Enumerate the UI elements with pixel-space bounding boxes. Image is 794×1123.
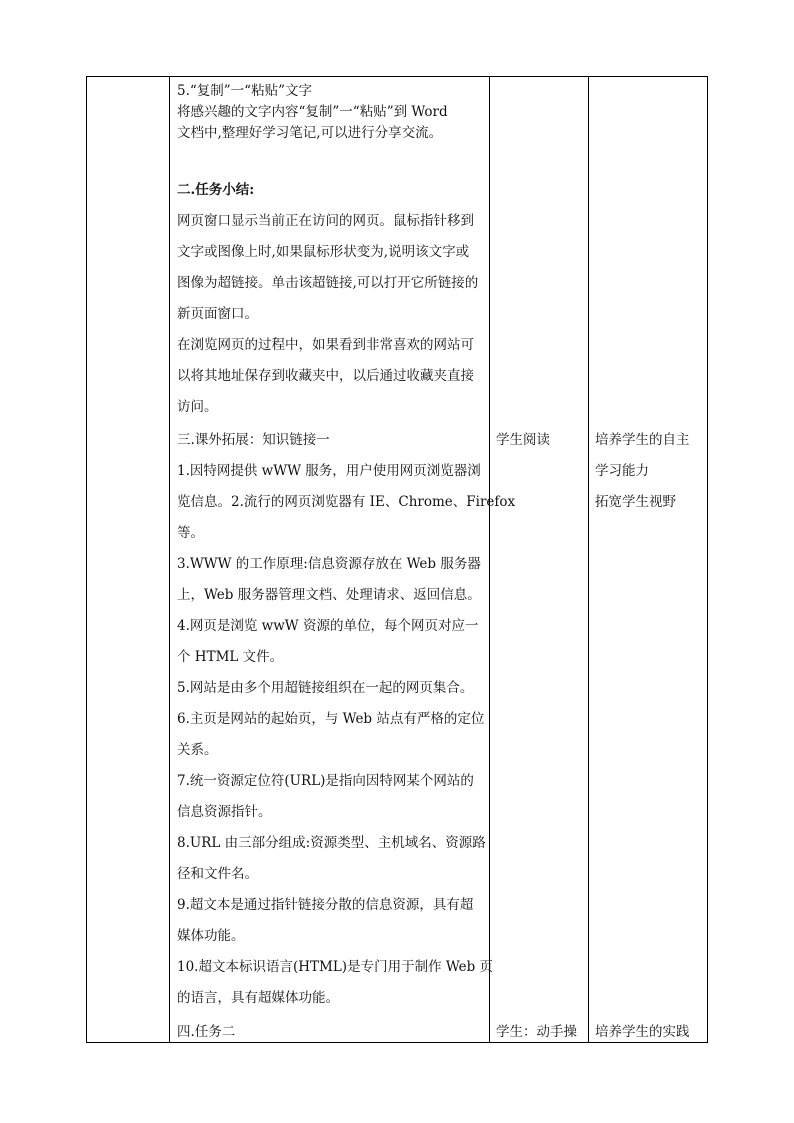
summary-line: 网页窗口显示当前正在访问的网页。鼠标指针移到 (177, 213, 474, 229)
extension-line: 媒体功能。 (177, 928, 245, 944)
extension-line: 1.因特网提供 wWW 服务，用户使用网页浏览器浏 (177, 463, 481, 479)
summary-line: 以将其地址保存到收藏夹中，以后通过收藏夹直接 (177, 368, 474, 384)
extension-line: 等。 (177, 525, 204, 541)
summary-line: 文字或图像上时,如果鼠标形状变为,说明该文字或 (177, 244, 470, 260)
extension-line: 关系。 (177, 742, 218, 758)
top-block-line: 将感兴趣的文字内容“复制”一“粘贴”到 Word (177, 104, 448, 120)
goal-text: 学习能力 (595, 463, 649, 479)
goal-text: 拓宽学生视野 (595, 494, 676, 510)
extension-line: 览信息。2.流行的网页浏览器有 IE、Chrome、Firefox (177, 494, 516, 510)
top-block-line: 5.“复制”一“粘贴”文字 (177, 83, 312, 99)
activity-cell (490, 77, 588, 1042)
extension-line: 4.网页是浏览 wwW 资源的单位，每个网页对应一 (177, 618, 479, 634)
extension-line: 9.超文本是通过指针链接分散的信息资源，具有超 (177, 897, 474, 913)
extension-line: 10.超文本标识语言(HTML)是专门用于制作 Web 页 (177, 959, 494, 975)
summary-heading: 二.任务小结: (177, 182, 255, 198)
summary-line: 访问。 (177, 399, 218, 415)
extension-line: 信息资源指针。 (177, 804, 272, 820)
activity-text: 学生：动手操 (496, 1024, 577, 1040)
lesson-table (86, 76, 708, 1043)
goal-text: 培养学生的实践 (595, 1024, 690, 1040)
goal-cell (589, 77, 707, 1042)
top-block-line: 文档中,整理好学习笔记,可以进行分享交流。 (177, 125, 443, 141)
summary-line: 在浏览网页的过程中，如果看到非常喜欢的网站可 (177, 337, 474, 353)
extension-line: 5.网站是由多个用超链接组织在一起的网页集合。 (177, 680, 474, 696)
goal-text: 培养学生的自主 (595, 432, 690, 448)
extension-line: 个 HTML 文件。 (177, 649, 284, 665)
extension-heading: 三.课外拓展：知识链接一 (177, 432, 330, 448)
extension-line: 径和文件名。 (177, 866, 258, 882)
column-divider (169, 77, 170, 1042)
extension-line: 3.WWW 的工作原理:信息资源存放在 Web 服务器 (177, 556, 481, 572)
summary-line: 新页面窗口。 (177, 306, 258, 322)
extension-line: 上，Web 服务器管理文档、处理请求、返回信息。 (177, 587, 481, 603)
extension-line: 6.主页是网站的起始页，与 Web 站点有严格的定位 (177, 711, 485, 727)
summary-line: 图像为超链接。单击该超链接,可以打开它所链接的 (177, 275, 479, 291)
activity-text: 学生阅读 (496, 432, 550, 448)
extension-line: 的语言，具有超媒体功能。 (177, 990, 339, 1006)
extension-line: 7.统一资源定位符(URL)是指向因特网某个网站的 (177, 773, 474, 789)
task-heading: 四.任务二 (177, 1024, 236, 1040)
extension-line: 8.URL 由三部分组成:资源类型、主机域名、资源路 (177, 835, 486, 851)
